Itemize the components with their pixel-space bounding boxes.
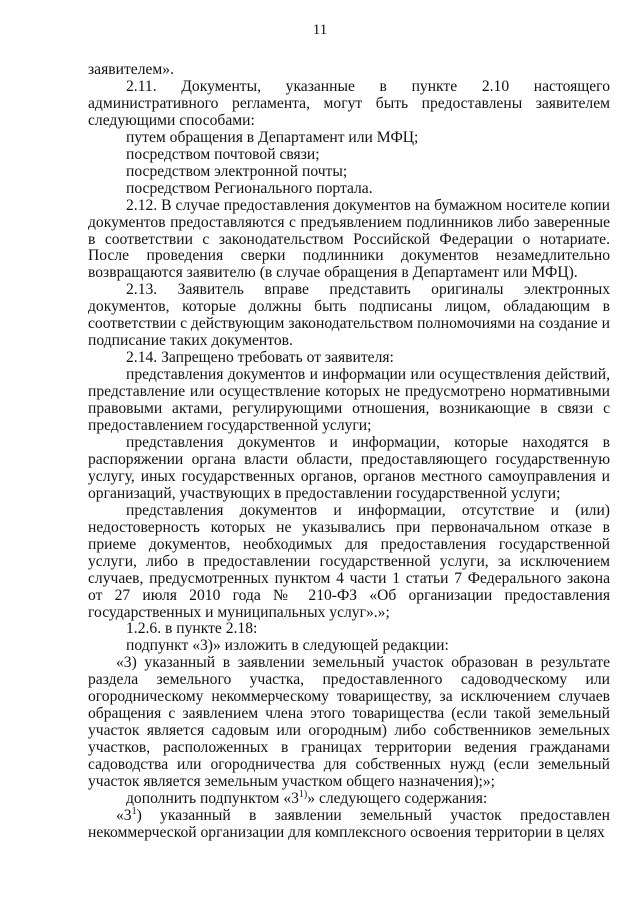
paragraph-2-12: 2.12. В случае предоставления документов на бумажном носителе копии документов предоставляются с предъявлением подлинников либо заверенные в соответствии с законодательством Российской Федерации о нотариате. После проведения сверки подлинники документов незамедлительно возвращаются заявителю (в случае обращения в Департамент или МФЦ). [88, 196, 610, 282]
paragraph-subpoint-3: подпункт «3)» изложить в следующей редакции: [126, 637, 449, 655]
quoted-subpoint-3: «3) указанный в заявлении земельный участок образован в результате раздела земельного участка, предоставленного садоводческому или огородническому некоммерческому товариществу, за исключением случаев обращения с заявлением члена этого товарищества (если такой земельный участок является садовым или огородным) либо собственников земельных участков, расположенных в границах территории ведения гражданами садоводства или огородничества для собственных нужд (если земельный участок является земельным участком общего назначения);»; [88, 654, 610, 791]
prohibition-item-3: представления документов и информации, отсутствие и (или) недостоверность которых не указывались при первоначальном отказе в приеме документов, необходимых для предоставления государственной услуги, либо в предоставлении государственной услуги, за исключением случаев, предусмотренных пунктом 4 части 1 статьи 7 Федерального закона от 27 июля 2010 года № 210-ФЗ «Об организации предоставления государственных и муниципальных услуг».»; [88, 501, 610, 621]
paragraph-1-2-6: 1.2.6. в пункте 2.18: [126, 620, 258, 638]
list-item-portal: посредством Регионального портала. [126, 179, 373, 197]
prohibition-item-2: представления документов и информации, которые находятся в распоряжении органа власти области, предоставляющего государственную услугу, иных государственных органов, органов местного самоуправления и организаций, участвующих в предоставлении государственной услуги; [88, 433, 610, 502]
list-item-email: посредством электронной почты; [126, 162, 348, 180]
page-number: 11 [312, 22, 328, 38]
prohibition-item-1: представления документов и информации или осуществления действий, представление или осуществление которых не предусмотрено нормативными правовыми актами, регулирующими отношения, возникающие в связи с предоставлением государственной услуги; [88, 366, 610, 435]
text-fragment: ) указанный в заявлении земельный участок предоставлен некоммерческой организации для комплексного освоения территории в целях [88, 806, 610, 841]
superscript: 1 [131, 805, 137, 817]
document-body [88, 62, 610, 842]
paragraph-add-subpoint-3-1 [88, 788, 610, 808]
superscript: 1) [298, 788, 308, 800]
text-fragment: дополнить подпунктом «3 [126, 789, 299, 807]
list-item-department: путем обращения в Департамент или МФЦ; [126, 128, 419, 146]
paragraph-2-11: 2.11. Документы, указанные в пункте 2.10 настоящего административного регламента, могут быть предоставлены заявителем следующими способами: [88, 77, 610, 129]
quoted-subpoint-3-1 [88, 805, 610, 842]
text-fragment: «3 [116, 806, 132, 824]
paragraph-2-14: 2.14. Запрещено требовать от заявителя: [126, 349, 394, 367]
list-item-postal: посредством почтовой связи; [126, 145, 320, 163]
text-fragment: » следующего содержания: [307, 789, 488, 807]
paragraph-continuation: заявителем». [88, 61, 174, 78]
paragraph-2-13: 2.13. Заявитель вправе представить оригиналы электронных документов, которые должны быть подписаны лицом, обладающим в соответствии с действующим законодательством полномочиями на создание и подписание таких документов. [88, 281, 610, 350]
